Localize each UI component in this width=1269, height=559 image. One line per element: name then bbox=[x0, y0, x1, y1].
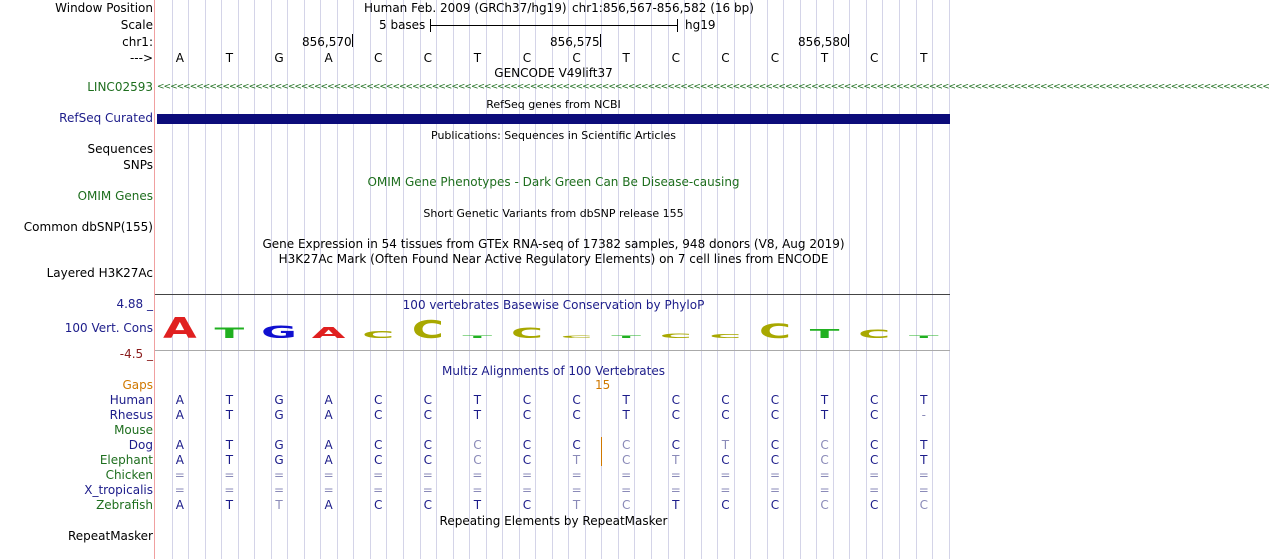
reference-base: C bbox=[423, 51, 432, 65]
alignment-base: C bbox=[373, 498, 383, 512]
alignment-base: = bbox=[918, 483, 929, 497]
alignment-base: A bbox=[175, 393, 184, 407]
conservation-bottom-line bbox=[155, 350, 950, 351]
alignment-base: A bbox=[324, 393, 333, 407]
gap-count: 15 bbox=[595, 378, 611, 392]
alignment-base: C bbox=[721, 393, 730, 407]
scale-db-label: hg19 bbox=[685, 18, 716, 32]
scale-bar-text: 5 bases bbox=[379, 18, 426, 32]
alignment-base: T bbox=[721, 438, 730, 452]
alignment-base: C bbox=[423, 438, 432, 452]
alignment-base: T bbox=[225, 498, 234, 512]
alignment-base: T bbox=[820, 408, 829, 422]
alignment-base: T bbox=[473, 408, 482, 422]
layered-h3k27ac-track-label[interactable]: Layered H3K27Ac bbox=[46, 266, 153, 280]
alignment-base: = bbox=[422, 468, 433, 482]
logo-base: G bbox=[261, 322, 297, 343]
alignment-base: = bbox=[174, 483, 185, 497]
alignment-base: A bbox=[175, 498, 184, 512]
window-position-label: Window Position bbox=[55, 1, 153, 15]
alignment-base: C bbox=[522, 498, 532, 512]
logo-base: A bbox=[162, 311, 197, 345]
reference-base: A bbox=[324, 51, 333, 65]
alignment-base: = bbox=[224, 468, 235, 482]
alignment-base: = bbox=[819, 483, 830, 497]
gencode-track-title: GENCODE V49lift37 bbox=[494, 66, 613, 80]
omim-track-label[interactable]: OMIM Genes bbox=[77, 189, 153, 203]
phylop-track-title: 100 vertebrates Basewise Conservation by PhyloP bbox=[402, 298, 705, 312]
refseq-track-title: RefSeq genes from NCBI bbox=[486, 98, 621, 111]
alignment-base: C bbox=[820, 453, 829, 467]
alignment-base: C bbox=[522, 393, 532, 407]
logo-base: A bbox=[311, 324, 346, 342]
alignment-base: = bbox=[918, 468, 929, 482]
alignment-base: C bbox=[869, 453, 879, 467]
alignment-base: C bbox=[473, 438, 482, 452]
alignment-base: = bbox=[224, 483, 235, 497]
alignment-base: C bbox=[919, 498, 928, 512]
logo-base: C bbox=[511, 324, 543, 342]
h3k27ac-track-title: H3K27Ac Mark (Often Found Near Active Regulatory Elements) on 7 cell lines from ENCODE bbox=[278, 252, 829, 266]
reference-base: T bbox=[622, 51, 630, 65]
alignment-base: = bbox=[373, 483, 384, 497]
alignment-base: A bbox=[175, 438, 184, 452]
alignment-base: = bbox=[422, 483, 433, 497]
reference-base: G bbox=[274, 51, 284, 65]
reference-base: C bbox=[373, 51, 383, 65]
logo-base: T bbox=[214, 324, 245, 342]
alignment-base: C bbox=[373, 393, 383, 407]
reference-base: C bbox=[572, 51, 581, 65]
alignment-base: = bbox=[670, 483, 681, 497]
alignment-base: C bbox=[621, 498, 631, 512]
gap-marker bbox=[601, 437, 602, 466]
reference-base: T bbox=[920, 51, 928, 65]
alignment-base: C bbox=[572, 438, 581, 452]
assembly-title: Human Feb. 2009 (GRCh37/hg19) bbox=[364, 1, 567, 15]
alignment-base: - bbox=[921, 408, 926, 422]
sequences-track-label[interactable]: Sequences bbox=[87, 142, 153, 156]
alignment-base: C bbox=[621, 438, 631, 452]
alignment-base: A bbox=[324, 408, 333, 422]
logo-base: C bbox=[411, 315, 444, 345]
alignment-base: C bbox=[820, 498, 829, 512]
alignment-base: C bbox=[522, 408, 532, 422]
logo-base: T bbox=[462, 334, 493, 339]
alignment-base: C bbox=[671, 393, 680, 407]
alignment-base: C bbox=[373, 438, 383, 452]
species-label[interactable]: Human bbox=[109, 393, 153, 407]
alignment-base: C bbox=[869, 393, 879, 407]
alignment-base: = bbox=[571, 468, 582, 482]
alignment-base: G bbox=[274, 438, 284, 452]
alignment-base: T bbox=[225, 393, 234, 407]
alignment-base: T bbox=[572, 453, 581, 467]
alignment-base: = bbox=[323, 468, 334, 482]
linc-gene-intron-arrows[interactable]: <<<<<<<<<<<<<<<<<<<<<<<<<<<<<<<<<<<<<<<<<<<<<<<<<<<<<<<<<<<<<<<<<<<<<<<<<<<<<<<<<<<<<<<<<<<<<<<<<<<<<<<<<<<<<<<<<<<<<<<<<<<<<<<<<<<<<<<<<<<<<<<<<<<<<<<<<<<<<<<<<<<<<<<<<< bbox=[157, 82, 1269, 92]
alignment-base: C bbox=[473, 453, 482, 467]
alignment-base: = bbox=[571, 483, 582, 497]
alignment-base: = bbox=[621, 483, 632, 497]
alignment-base: A bbox=[324, 438, 333, 452]
alignment-base: C bbox=[721, 453, 730, 467]
alignment-base: C bbox=[770, 438, 780, 452]
alignment-base: = bbox=[521, 483, 533, 497]
alignment-base: C bbox=[770, 453, 780, 467]
scale-label: Scale bbox=[120, 18, 153, 32]
alignment-base: A bbox=[175, 453, 184, 467]
alignment-base: C bbox=[423, 393, 432, 407]
alignment-base: = bbox=[869, 483, 880, 497]
species-label[interactable]: Dog bbox=[128, 438, 153, 452]
alignment-base: C bbox=[671, 438, 680, 452]
alignment-base: T bbox=[672, 498, 680, 512]
alignment-base: T bbox=[920, 393, 928, 407]
conservation-max-label: 4.88 _ bbox=[116, 297, 153, 311]
alignment-base: T bbox=[572, 498, 581, 512]
alignment-base: T bbox=[225, 408, 234, 422]
alignment-base: = bbox=[174, 468, 185, 482]
alignment-base: C bbox=[522, 438, 532, 452]
refseq-track-label[interactable]: RefSeq Curated bbox=[59, 111, 153, 125]
alignment-base: T bbox=[225, 453, 234, 467]
species-label[interactable]: Chicken bbox=[105, 468, 153, 482]
alignment-base: T bbox=[622, 408, 630, 422]
coordinate-tick-mark bbox=[352, 34, 353, 47]
alignment-base: C bbox=[572, 393, 581, 407]
reference-base: C bbox=[770, 51, 780, 65]
species-label[interactable]: Rhesus bbox=[109, 408, 153, 422]
alignment-base: C bbox=[373, 453, 383, 467]
alignment-base: = bbox=[720, 468, 731, 482]
common-dbsnp-track-label[interactable]: Common dbSNP(155) bbox=[23, 220, 153, 234]
alignment-base: C bbox=[373, 408, 383, 422]
refseq-gene-bar[interactable] bbox=[157, 114, 950, 124]
reference-base: C bbox=[522, 51, 532, 65]
alignment-base: = bbox=[720, 483, 731, 497]
species-label[interactable]: Zebrafish bbox=[96, 498, 153, 512]
alignment-base: = bbox=[472, 468, 483, 482]
logo-base: C bbox=[659, 332, 692, 340]
repeatmasker-track-title: Repeating Elements by RepeatMasker bbox=[439, 514, 668, 528]
reference-base: C bbox=[869, 51, 879, 65]
alignment-base: T bbox=[672, 453, 680, 467]
alignment-base: C bbox=[621, 453, 631, 467]
conservation-min-label: -4.5 _ bbox=[119, 347, 153, 361]
chr-label: chr1: bbox=[122, 35, 153, 49]
reference-base: T bbox=[820, 51, 829, 65]
reference-base: C bbox=[671, 51, 680, 65]
alignment-base: C bbox=[572, 408, 581, 422]
alignment-base: C bbox=[423, 408, 432, 422]
species-label[interactable]: Mouse bbox=[114, 423, 153, 437]
label-separator bbox=[154, 0, 155, 559]
species-label[interactable]: X_tropicalis bbox=[84, 483, 153, 497]
alignment-base: = bbox=[621, 468, 632, 482]
reference-base: A bbox=[175, 51, 184, 65]
coordinate-tick-label: 856,575 bbox=[550, 35, 600, 49]
position-title: chr1:856,567-856,582 (16 bp) bbox=[572, 1, 754, 15]
logo-base: C bbox=[709, 333, 742, 340]
alignment-base: T bbox=[820, 393, 829, 407]
coordinate-tick-label: 856,570 bbox=[302, 35, 352, 49]
alignment-base: = bbox=[373, 468, 384, 482]
logo-base: C bbox=[560, 334, 593, 339]
coordinate-tick-mark bbox=[600, 34, 601, 47]
linc-gene-label[interactable]: LINC02593 bbox=[87, 80, 153, 94]
alignment-base: T bbox=[225, 438, 234, 452]
alignment-base: C bbox=[820, 438, 829, 452]
logo-base: C bbox=[759, 319, 791, 343]
alignment-base: C bbox=[869, 498, 879, 512]
scale-bar-left-cap bbox=[430, 19, 431, 32]
repeatmasker-track-label[interactable]: RepeatMasker bbox=[67, 529, 153, 543]
conservation-top-line bbox=[155, 294, 950, 295]
alignment-base: C bbox=[869, 438, 879, 452]
alignment-base: C bbox=[721, 498, 730, 512]
logo-base: C bbox=[858, 328, 891, 341]
alignment-base: = bbox=[869, 468, 880, 482]
alignment-base: = bbox=[273, 483, 285, 497]
gaps-label: Gaps bbox=[122, 378, 153, 392]
scale-bar bbox=[430, 25, 677, 26]
alignment-base: A bbox=[175, 408, 184, 422]
strand-arrow-label: ---> bbox=[129, 51, 153, 65]
alignment-base: = bbox=[273, 468, 285, 482]
omim-track-title: OMIM Gene Phenotypes - Dark Green Can Be Disease-causing bbox=[367, 175, 740, 189]
logo-base: C bbox=[362, 329, 395, 341]
alignment-base: = bbox=[323, 483, 334, 497]
multiz-track-title: Multiz Alignments of 100 Vertebrates bbox=[441, 364, 666, 378]
reference-base: C bbox=[721, 51, 730, 65]
alignment-base: C bbox=[671, 408, 680, 422]
alignment-base: G bbox=[274, 393, 284, 407]
reference-base: T bbox=[225, 51, 234, 65]
alignment-base: = bbox=[670, 468, 681, 482]
reference-base: T bbox=[473, 51, 482, 65]
alignment-base: = bbox=[472, 483, 483, 497]
alignment-base: C bbox=[423, 453, 432, 467]
alignment-base: C bbox=[423, 498, 432, 512]
alignment-base: C bbox=[721, 408, 730, 422]
logo-base: T bbox=[908, 334, 939, 339]
phylop-sequence-logo[interactable] bbox=[155, 311, 950, 345]
alignment-base: T bbox=[275, 498, 283, 512]
alignment-base: G bbox=[274, 408, 284, 422]
snps-track-label[interactable]: SNPs bbox=[123, 158, 153, 172]
logo-base: T bbox=[809, 326, 840, 342]
alignment-base: C bbox=[770, 498, 780, 512]
alignment-base: G bbox=[274, 453, 284, 467]
alignment-base: T bbox=[473, 498, 482, 512]
alignment-base: = bbox=[521, 468, 533, 482]
dbsnp-track-title: Short Genetic Variants from dbSNP release 155 bbox=[423, 207, 684, 220]
alignment-base: = bbox=[769, 483, 781, 497]
logo-base: T bbox=[611, 334, 642, 339]
alignment-base: T bbox=[473, 393, 482, 407]
alignment-base: T bbox=[622, 393, 630, 407]
alignment-base: T bbox=[920, 453, 928, 467]
publications-track-title: Publications: Sequences in Scientific Articles bbox=[431, 129, 676, 142]
alignment-base: = bbox=[769, 468, 781, 482]
alignment-base: = bbox=[819, 468, 830, 482]
alignment-base: A bbox=[324, 498, 333, 512]
alignment-base: C bbox=[522, 453, 532, 467]
coordinate-tick-mark bbox=[848, 34, 849, 47]
alignment-base: C bbox=[770, 408, 780, 422]
coordinate-tick-label: 856,580 bbox=[798, 35, 848, 49]
alignment-base: C bbox=[770, 393, 780, 407]
alignment-base: T bbox=[920, 438, 928, 452]
scale-bar-right-cap bbox=[677, 19, 678, 32]
gtex-track-title: Gene Expression in 54 tissues from GTEx RNA-seq of 17382 samples, 948 donors (V8, Aug 2019) bbox=[262, 237, 845, 251]
species-label[interactable]: Elephant bbox=[99, 453, 153, 467]
alignment-base: C bbox=[869, 408, 879, 422]
alignment-base: A bbox=[324, 453, 333, 467]
conservation-track-label[interactable]: 100 Vert. Cons bbox=[64, 321, 153, 335]
